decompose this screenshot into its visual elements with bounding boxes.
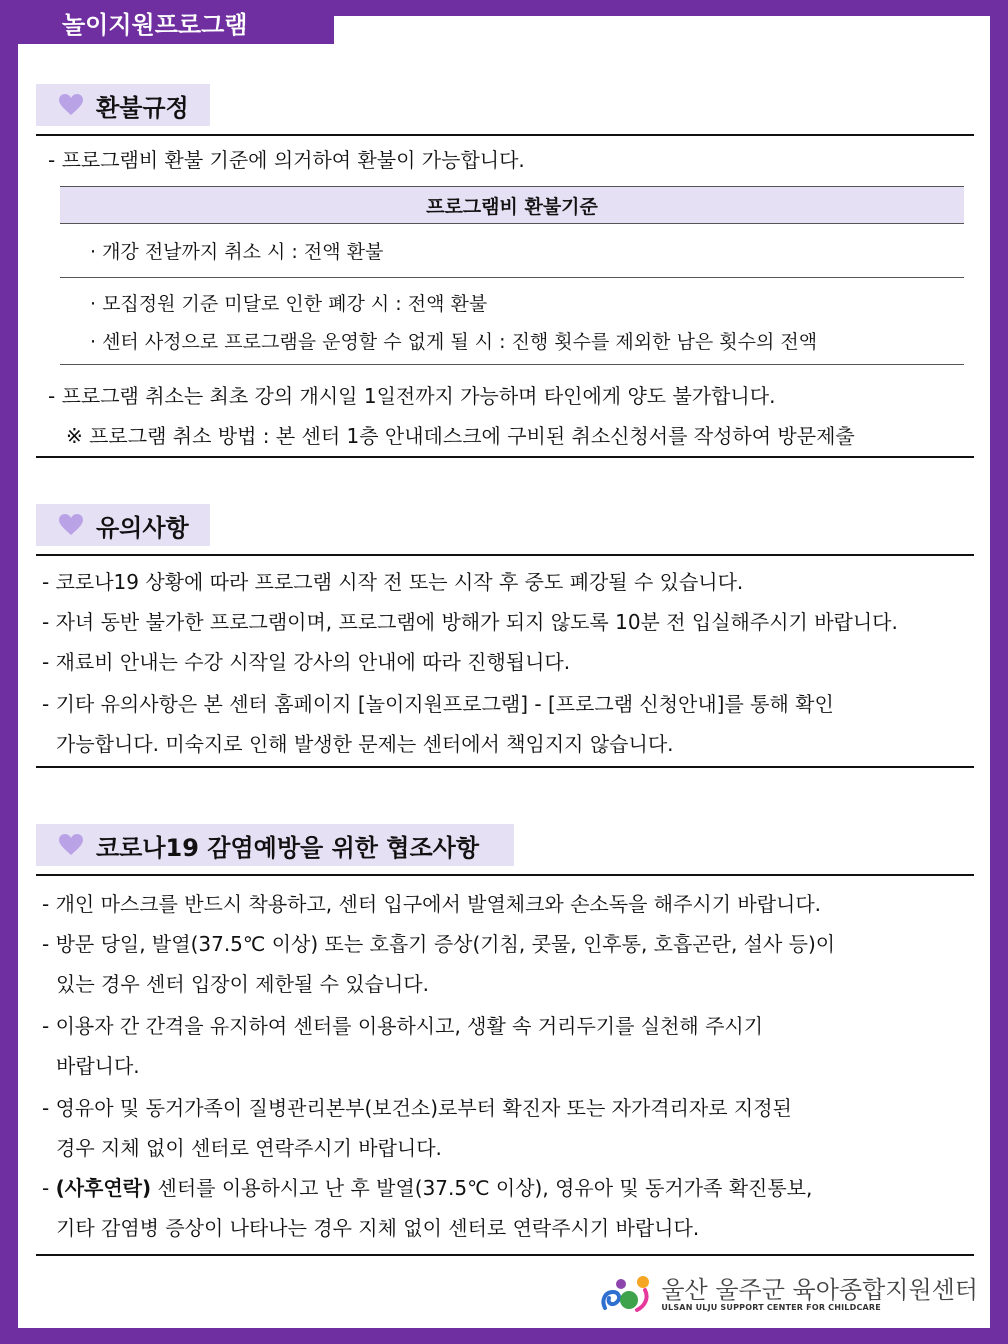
notes-item: - 자녀 동반 불가한 프로그램이며, 프로그램에 방해가 되지 않도록 10분 전 입실해주시기 바랍니다. <box>42 610 898 634</box>
org-name-english: ULSAN ULJU SUPPORT CENTER FOR CHILDCARE <box>661 1302 881 1312</box>
notes-item: - 코로나19 상황에 따라 프로그램 시작 전 또는 시작 후 중도 폐강될 수 있습니다. <box>42 570 744 594</box>
covid-item: - 영유아 및 동거가족이 질병관리본부(보건소)로부터 확진자 또는 자가격리자로 지정된 <box>42 1096 792 1120</box>
refund-row-1: · 개강 전날까지 취소 시 : 전액 환불 <box>90 241 384 263</box>
table-divider <box>60 364 964 365</box>
notes-item: - 기타 유의사항은 본 센터 홈페이지 [놀이지원프로그램] - [프로그램 신청안내]를 통해 확인 <box>42 692 834 716</box>
notes-section-heading <box>36 504 210 546</box>
refund-table-title: 프로그램비 환불기준 <box>426 195 598 218</box>
heart-icon <box>58 93 84 117</box>
content-panel <box>18 44 990 1328</box>
heart-icon <box>58 513 84 537</box>
panel-top-strip <box>334 16 990 44</box>
covid-title: 코로나19 감염예방을 위한 협조사항 <box>96 833 480 862</box>
childcare-center-logo-icon <box>599 1270 655 1318</box>
refund-title: 환불규정 <box>96 93 189 122</box>
after-contact-text: 센터를 이용하시고 난 후 발열(37.5℃ 이상), 영유아 및 동거가족 확진통보, <box>157 1176 813 1200</box>
covid-item: - 이용자 간 간격을 유지하여 센터를 이용하시고, 생활 속 거리두기를 실천해 주시기 <box>42 1014 764 1038</box>
covid-item-continued: 있는 경우 센터 입장이 제한될 수 있습니다. <box>56 972 429 996</box>
refund-row-2a: · 모집정원 기준 미달로 인한 폐강 시 : 전액 환불 <box>90 293 488 315</box>
divider <box>36 456 974 458</box>
notes-item-continued: 가능합니다. 미숙지로 인해 발생한 문제는 센터에서 책임지지 않습니다. <box>56 732 674 756</box>
org-logo <box>599 1270 978 1318</box>
covid-item: - 개인 마스크를 반드시 착용하고, 센터 입구에서 발열체크와 손소독을 해주시기 바랍니다. <box>42 892 822 916</box>
table-divider <box>60 277 964 278</box>
org-name: 울산 울주군 육아종합지원센터 <box>661 1275 978 1304</box>
after-contact-label: (사후연락) <box>55 1176 152 1200</box>
divider <box>36 874 974 876</box>
divider <box>36 766 974 768</box>
notes-title: 유의사항 <box>96 513 189 542</box>
covid-item-after-contact <box>42 1176 812 1200</box>
covid-item-continued: 경우 지체 없이 센터로 연락주시기 바랍니다. <box>56 1136 442 1160</box>
divider <box>36 1254 974 1256</box>
refund-section-heading <box>36 84 210 126</box>
covid-item: - 방문 당일, 발열(37.5℃ 이상) 또는 호흡기 증상(기침, 콧물, 인후통, 호흡곤란, 설사 등)이 <box>42 932 836 956</box>
refund-cancel: - 프로그램 취소는 최초 강의 개시일 1일전까지 가능하며 타인에게 양도 불가합니다. <box>48 384 776 408</box>
header-tab-title: 놀이지원프로그램 <box>62 10 248 39</box>
covid-item-continued: 바랍니다. <box>56 1054 140 1078</box>
divider <box>36 134 974 136</box>
heart-icon <box>58 833 84 857</box>
divider <box>36 554 974 556</box>
header-tab <box>0 0 334 44</box>
covid-section-heading <box>36 824 514 866</box>
covid-item-continued: 기타 감염병 증상이 나타나는 경우 지체 없이 센터로 연락주시기 바랍니다. <box>56 1216 700 1240</box>
refund-row-2b: · 센터 사정으로 프로그램을 운영할 수 없게 될 시 : 진행 횟수를 제외한 남은 횟수의 전액 <box>90 331 818 353</box>
refund-table-header <box>60 186 964 224</box>
after-contact-prefix: - <box>42 1176 56 1200</box>
notes-item: - 재료비 안내는 수강 시작일 강사의 안내에 따라 진행됩니다. <box>42 650 571 674</box>
refund-cancel-method: ※ 프로그램 취소 방법 : 본 센터 1층 안내데스크에 구비된 취소신청서를 작성하여 방문제출 <box>66 424 855 448</box>
refund-intro: - 프로그램비 환불 기준에 의거하여 환불이 가능합니다. <box>48 148 525 172</box>
